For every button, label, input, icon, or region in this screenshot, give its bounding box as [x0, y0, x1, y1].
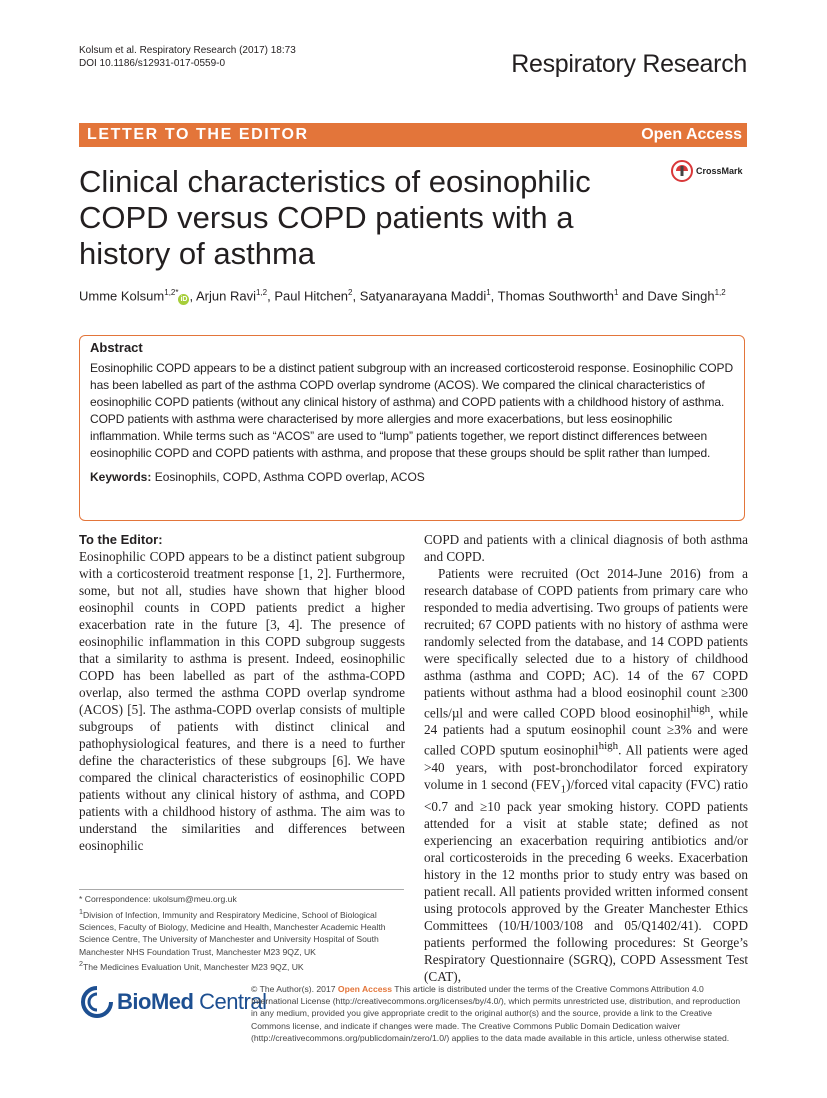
keywords-list: Eosinophils, COPD, Asthma COPD overlap, ACOS: [154, 470, 425, 484]
crossmark-button[interactable]: [671, 160, 743, 182]
publisher-logo[interactable]: [80, 985, 267, 1019]
author-name[interactable]: Paul Hitchen: [274, 288, 349, 304]
text-run: , while 24 patients had a sputum eosinophil count ≥3% and were called COPD sputum eosinophil: [424, 705, 748, 758]
crossmark-icon: [671, 160, 693, 182]
author-affiliation: 1,2: [714, 288, 726, 297]
footnotes: [79, 893, 407, 974]
journal-name[interactable]: Respiratory Research: [511, 50, 747, 78]
body-column-right: [424, 531, 748, 985]
author-affiliation: 1: [614, 288, 619, 297]
keywords: [90, 470, 734, 484]
text-run: Patients were recruited (Oct 2014-June 2016) from a research database of COPD patients from primary care who responded to media advertising. Two groups of patients were recruited; 67 COPD patients with no history of asthma were randomly selected from the database, and 14 COPD patients were specifically selected due to a history of childhood asthma (asthma and COPD; AC). 14 of the 67 COPD patients without asthma had a blood eosinophil count ≥300 cells/µl and were called COPD blood eosinophil: [424, 566, 748, 721]
author-list: Umme Kolsum$^{1,2*}$iD , Arjun Ravi$^{1,2}$, Paul Hitchen$^2$, Satyanarayana Maddi$^1$, Thomas Southworth$^1$ and Dave Singh$^{1,2}$: [79, 288, 726, 304]
abstract-box: [79, 335, 745, 521]
keywords-label: Keywords:: [90, 470, 152, 484]
publisher-name: [117, 989, 267, 1015]
open-access-emphasis: Open Access: [337, 984, 393, 994]
section-heading: To the Editor:: [79, 532, 163, 547]
affiliation-marker: 1: [79, 907, 83, 916]
biomed-central-logo-icon: [80, 985, 114, 1019]
crossmark-label: CrossMark: [696, 166, 743, 176]
citation-header: [79, 44, 296, 70]
license-text: [251, 983, 749, 1044]
article-title: Clinical characteristics of eosinophilic COPD versus COPD patients with a history of asthma: [79, 164, 591, 271]
author-affiliation: 2: [348, 288, 353, 297]
author-name[interactable]: Umme Kolsum: [79, 288, 165, 304]
copyright: © The Author(s). 2017: [251, 984, 338, 994]
author-name[interactable]: Thomas Southworth: [497, 288, 615, 304]
abstract-text: Eosinophilic COPD appears to be a distinct patient subgroup with an increased corticosteroid response. Eosinophilic COPD has been labelled as part of the asthma COPD overlap syndrome (ACOS). We compared the clinical characteristics of eosinophilic COPD patients (without any clinical history of asthma) and COPD patients with a childhood history of asthma. COPD patients with asthma were characterised by more allergies and more exacerbations, but less eosinophilic inflammation. While terms such as “ACOS” are used to “lump” patients together, we report distinct differences between eosinophilic COPD and COPD patients with asthma, and propose that these groups should be split rather than lumped.: [90, 361, 734, 460]
author-name[interactable]: Arjun Ravi: [196, 288, 256, 304]
license-body: This article is distributed under the terms of the Creative Commons Attribution 4.0 International License (http://creativecommons.org/licenses/by/4.0/), which permits unrestricted use, distribution, and reproduction in any medium, provided you give appropriate credit to the original author(s) and the source, provide a link to the Creative Commons license, and indicate if changes were made. The Creative Commons Public Domain Dedication waiver (http://creativecommons.org/publicdomain/zero/1.0/) applies to the data made available in this article, unless otherwise stated.: [251, 984, 741, 1043]
affiliation-marker: 2: [79, 960, 83, 969]
article-type-label: LETTER TO THE EDITOR: [87, 126, 309, 143]
affiliation-text: The Medicines Evaluation Unit, Manchester M23 9QZ, UK: [82, 962, 304, 973]
author-affiliation: 1,2*: [164, 288, 179, 297]
superscript: high: [598, 740, 619, 753]
open-access-label: Open Access: [641, 126, 742, 143]
publisher-name-rest: Central: [193, 989, 267, 1014]
body-paragraph: Eosinophilic COPD appears to be a distinct patient subgroup with a corticosteroid treatment response [1, 2]. Furthermore, some, but not all, studies have shown that higher blood eosinophil counts in COPD patients predict a higher exacerbation rate in the future [3, 4]. The presence of eosinophilic inflammation in this COPD subgroup suggests that a similarity to asthma is present. Indeed, eosinophilic COPD has been labelled as part of the asthma-COPD overlap, also termed the asthma COPD overlap syndrome (ACOS) [5]. The asthma-COPD overlap consists of multiple subgroups of patients with distinct clinical and pathophysiological features, and there is a need to further define the characteristics of these subgroups [6]. We have compared the clinical characteristics of eosinophilic COPD patients without any clinical history of asthma, and COPD patients with a childhood history of asthma. The aim was to understand the similarities and differences between eosinophilic: [79, 549, 405, 853]
orcid-icon[interactable]: iD: [180, 296, 188, 304]
author-name[interactable]: Dave Singh: [647, 288, 715, 304]
author-name[interactable]: Satyanarayana Maddi: [359, 288, 487, 304]
body-paragraph: COPD and patients with a clinical diagnosis of both asthma and COPD.: [424, 532, 748, 564]
publisher-name-bold: BioMed: [117, 989, 194, 1014]
body-column-left: [79, 531, 405, 854]
citation-line: Kolsum et al. Respiratory Research (2017) 18:73: [79, 45, 296, 56]
abstract-heading: Abstract: [90, 340, 143, 355]
subscript: 1: [560, 783, 567, 796]
author-affiliation: 1,2: [255, 288, 268, 297]
footnote-divider: [79, 889, 404, 890]
affiliation-text: Division of Infection, Immunity and Respiratory Medicine, School of Biological Sciences, Faculty of Biology, Medicine and Health, Manchester Academic Health Science Centre, The University of Manchester and University Hospital of South Manchester NHS Foundation Trust, Manchester M23 9QZ, UK: [79, 909, 386, 957]
author-affiliation: 1: [486, 288, 491, 297]
text-run: )/forced vital capacity (FVC) ratio <0.7 and ≥10 pack year smoking history. COPD patients attended for a visit at stable state; defined as not experiencing an exacerbation requiring antibiotics and/or oral corticosteroids in the preceding 6 weeks. Exacerbation history in the 12 months prior to study entry was based on patient recall. All patients provided written informed consent using protocols approved by the Greater Manchester Ethics Committees (10/H/1003/108 and 05/Q1402/41). COPD patients performed the following procedures: St George’s Respiratory Questionnaire (SGRQ), COPD Assessment Test (CAT),: [424, 776, 748, 985]
affiliation-2: [79, 958, 407, 973]
superscript: high: [690, 703, 711, 715]
correspondence-email[interactable]: * Correspondence: ukolsum@meu.org.uk: [79, 894, 237, 904]
affiliation-1: [79, 906, 407, 959]
text-run: . All patients were aged >40 years, with post-bronchodilator forced expiratory volume in 1 second (FEV: [424, 742, 748, 792]
article-type-banner: [79, 123, 747, 147]
body-paragraph: [424, 565, 748, 985]
doi-line: DOI 10.1186/s12931-017-0559-0: [79, 58, 226, 69]
